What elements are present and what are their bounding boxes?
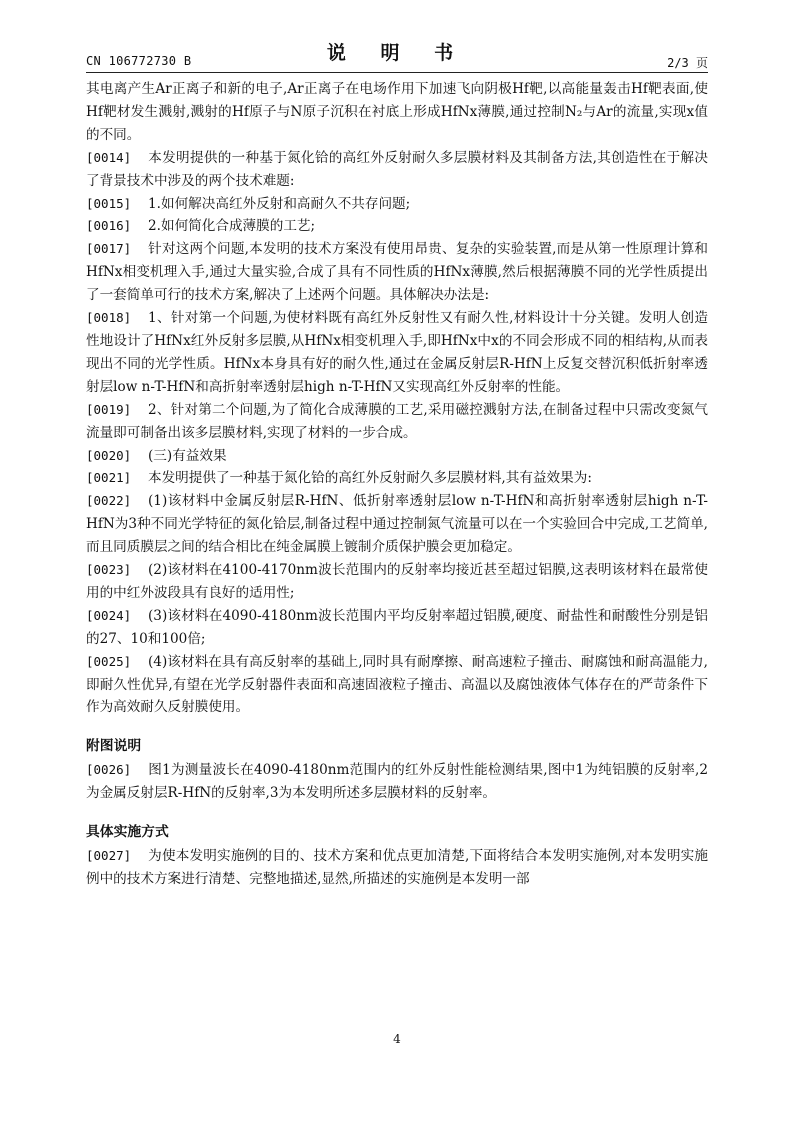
paragraph bbox=[86, 559, 708, 605]
paragraph-number: [0019] bbox=[86, 401, 132, 417]
paragraph bbox=[86, 759, 708, 805]
paragraph bbox=[86, 490, 708, 559]
paragraph bbox=[86, 399, 708, 445]
paragraph bbox=[86, 78, 708, 147]
publication-number: CN 106772730 B bbox=[86, 54, 192, 68]
paragraph-number: [0022] bbox=[86, 493, 132, 509]
page-number: 4 bbox=[393, 1032, 401, 1046]
paragraph-text: 图1为测量波长在4090-4180nm范围内的红外反射性能检测结果,图中1为纯铝膜的反射率,2为金属反射层R-HfN的反射率,3为本发明所述多层膜材料的反射率。 bbox=[86, 762, 708, 802]
section-heading-figures: 附图说明 bbox=[86, 738, 142, 755]
paragraph-text: (2)该材料在4100-4170nm波长范围内的反射率均接近甚至超过铝膜,这表明该材料在最常使用的中红外波段具有良好的适用性; bbox=[86, 562, 708, 601]
paragraph-text: 本发明提供的一种基于氮化铪的高红外反射耐久多层膜材料及其制备方法,其创造性在于解决了背景技术中涉及的两个技术难题: bbox=[86, 149, 708, 189]
header-divider bbox=[86, 72, 708, 73]
paragraph-number: [0026] bbox=[86, 762, 132, 778]
paragraph-text: 本发明提供了一种基于氮化铪的高红外反射耐久多层膜材料,其有益效果为: bbox=[148, 470, 592, 487]
page-indicator: 2/3 页 bbox=[667, 56, 708, 70]
paragraph-group-a bbox=[86, 78, 708, 719]
page-header bbox=[86, 38, 708, 70]
paragraph bbox=[86, 605, 708, 651]
paragraph-text: (4)该材料在具有高反射率的基础上,同时具有耐摩擦、耐高速粒子撞击、耐腐蚀和耐高温能力,即耐久性优异,有望在光学反射器件表面和高速固液粒子撞击、高温以及腐蚀液体气体存在的严苛条件下作为高效耐久反射膜使用。 bbox=[86, 653, 708, 716]
paragraph bbox=[86, 147, 708, 193]
paragraph bbox=[86, 307, 708, 399]
paragraph-number: [0018] bbox=[86, 310, 132, 326]
paragraph-text: 为使本发明实施例的目的、技术方案和优点更加清楚,下面将结合本发明实施例,对本发明实施例中的技术方案进行清楚、完整地描述,显然,所描述的实施例是本发明一部 bbox=[86, 848, 708, 887]
paragraph bbox=[86, 238, 708, 307]
paragraph-text: 其电离产生Ar正离子和新的电子,Ar正离子在电场作用下加速飞向阴极Hf靶,以高能量轰击Hf靶表面,使Hf靶材发生溅射,溅射的Hf原子与N原子沉积在衬底上形成HfNx薄膜,通过控制N₂与Ar的流量,实现x值的不同。 bbox=[86, 81, 708, 143]
paragraph-number: [0015] bbox=[86, 195, 132, 211]
paragraph-number: [0014] bbox=[86, 149, 132, 165]
paragraph-number: [0021] bbox=[86, 470, 132, 486]
paragraph-text: 2.如何简化合成薄膜的工艺; bbox=[148, 218, 316, 235]
paragraph-text: 1、针对第一个问题,为使材料既有高红外反射性又有耐久性,材料设计十分关键。发明人创造性地设计了HfNx红外反射多层膜,从HfNx相变机理入手,即HfNx中x的不同会形成不同的相结构,从而表现出不同的光学性质。HfNx本身具有好的耐久性,通过在金属反射层R-HfN上反复交替沉积低折射率透射层low n-T-HfN和高折射率透射层high n-T-HfN又实现高红外反射率的性能。 bbox=[86, 310, 708, 395]
paragraph bbox=[86, 445, 708, 468]
paragraph bbox=[86, 845, 708, 891]
paragraph-number: [0017] bbox=[86, 241, 132, 257]
paragraph-number: [0023] bbox=[86, 562, 132, 578]
document-body bbox=[86, 78, 708, 891]
paragraph bbox=[86, 467, 708, 490]
paragraph bbox=[86, 651, 708, 720]
paragraph-text: 针对这两个问题,本发明的技术方案没有使用昂贵、复杂的实验装置,而是从第一性原理计算和HfNx相变机理入手,通过大量实验,合成了具有不同性质的HfNx薄膜,然后根据薄膜不同的光学性质提出了一套简单可行的技术方案,解决了上述两个问题。具体解决办法是: bbox=[86, 241, 708, 304]
paragraph-number: [0020] bbox=[86, 447, 132, 463]
paragraph-number: [0016] bbox=[86, 218, 132, 234]
paragraph-text: (1)该材料中金属反射层R-HfN、低折射率透射层low n-T-HfN和高折射率透射层high n-T-HfN为3种不同光学特征的氮化铪层,制备过程中通过控制氮气流量可以在一个实验回合中完成,工艺简单,而且同质膜层之间的结合相比在纯金属膜上镀制介质保护膜会更加稳定。 bbox=[86, 493, 708, 556]
paragraph-group-c bbox=[86, 845, 708, 891]
paragraph-text: (3)该材料在4090-4180nm波长范围内平均反射率超过铝膜,硬度、耐盐性和耐酸性分别是铝的27、10和100倍; bbox=[86, 607, 708, 647]
paragraph-group-b bbox=[86, 759, 708, 805]
section-heading-embodiments: 具体实施方式 bbox=[86, 824, 169, 841]
paragraph-number: [0025] bbox=[86, 653, 132, 669]
paragraph-text: 1.如何解决高红外反射和高耐久不共存问题; bbox=[148, 195, 411, 212]
paragraph-number: [0027] bbox=[86, 848, 132, 863]
paragraph bbox=[86, 215, 708, 238]
paragraph-text: (三)有益效果 bbox=[148, 447, 227, 464]
paragraph-text: 2、针对第二个问题,为了简化合成薄膜的工艺,采用磁控溅射方法,在制备过程中只需改变氮气流量即可制备出该多层膜材料,实现了材料的一步合成。 bbox=[86, 401, 708, 441]
paragraph bbox=[86, 193, 708, 216]
document-title: 说 明 书 bbox=[326, 42, 468, 64]
paragraph-number: [0024] bbox=[86, 607, 132, 623]
